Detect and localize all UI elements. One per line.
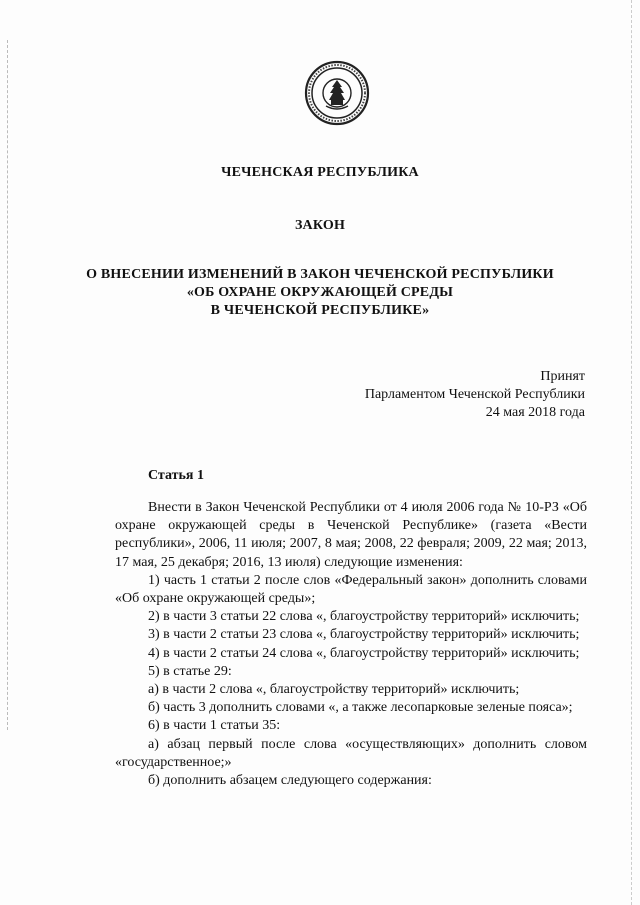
coat-of-arms-seal-icon [304,60,370,126]
title-line-3: В ЧЕЧЕНСКОЙ РЕСПУБЛИКЕ» [210,303,430,318]
adoption-by: Парламентом Чеченской Республики [364,387,585,402]
scan-edge-right [631,0,634,905]
article-paragraph: а) в части 2 слова «, благоустройству территорий» исключить; [148,682,520,698]
article-paragraph: 1) часть 1 статьи 2 после слов «Федеральный закон» дополнить словами «Об охране окружающей среды»; [115,572,587,607]
article-paragraph: 3) в части 2 статьи 23 слова «, благоустройству территорий» исключить; [148,627,580,643]
article-paragraph: 4) в части 2 статьи 24 слова «, благоустройству территорий» исключить; [148,645,580,661]
title-line-2: «ОБ ОХРАНЕ ОКРУЖАЮЩЕЙ СРЕДЫ [186,285,454,300]
article-paragraph: Внести в Закон Чеченской Республики от 4 июля 2006 года № 10-РЗ «Об охране окружающей среды в Чеченской Республике» (газета «Вести республики», 2006, 11 июля; 2007, 8 мая; 2008, 22 февраля; 2009, 22 мая; 2013, 17 мая, 25 декабря; 2016, 13 июля) следующие изменения: [115,500,587,570]
adoption-accepted: Принят [540,369,585,384]
article-paragraph: 6) в части 1 статьи 35: [148,718,281,734]
article-paragraph: а) абзац первый после слова «осуществляющих» дополнить словом «государственное;» [115,736,587,770]
article-title: Статья 1 [148,468,204,483]
adoption-date: 24 мая 2018 года [485,405,585,420]
doc-type-heading: ЗАКОН [294,218,346,233]
article-paragraph: б) дополнить абзацем следующего содержания: [148,773,432,789]
article-body [115,499,587,790]
article-paragraph: б) часть 3 дополнить словами «, а также лесопарковые зеленые пояса»; [148,700,573,716]
article-paragraph: 2) в части 3 статьи 22 слова «, благоустройству территорий» исключить; [148,609,580,625]
republic-heading: ЧЕЧЕНСКАЯ РЕСПУБЛИКА [221,165,419,180]
adoption-block [365,368,585,422]
scan-edge-left [7,40,10,730]
title-line-1: О ВНЕСЕНИИ ИЗМЕНЕНИЙ В ЗАКОН ЧЕЧЕНСКОЙ РЕСПУБЛИКИ [86,267,554,282]
article-paragraph: 5) в статье 29: [148,663,232,679]
